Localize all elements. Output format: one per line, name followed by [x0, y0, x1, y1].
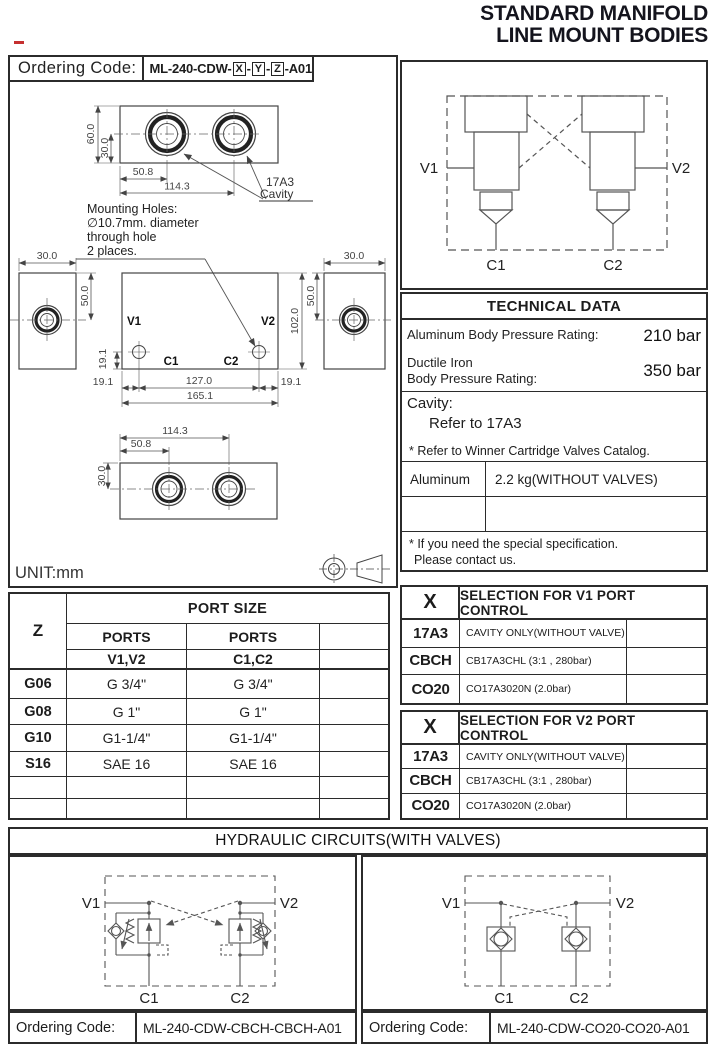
pressure-rating-aluminum-label: Aluminum Body Pressure Rating:: [407, 327, 599, 343]
technical-data-panel: [400, 292, 708, 572]
circuit-co20-diagram: [363, 857, 706, 1009]
front-port-v2: V2: [261, 316, 276, 328]
schematic-port-c1: C1: [486, 257, 506, 274]
port-table-title: PORT SIZE: [67, 594, 388, 624]
port-table-ports-header-1: PORTS: [67, 624, 187, 650]
bottom-view: [110, 463, 277, 519]
port-row-5-v: [67, 799, 187, 818]
port-row-2-v: G1-1/4": [67, 725, 187, 752]
port-row-2-c: G1-1/4": [187, 725, 320, 752]
dim-50-left-block: 50.0: [79, 285, 91, 307]
dim-19_1-vert: 19.1: [97, 348, 109, 370]
port-row-3-empty: [320, 752, 388, 777]
cavity-info: [402, 392, 706, 440]
technical-data-header: TECHNICAL DATA: [402, 294, 706, 320]
front-port-c2: C2: [223, 356, 239, 368]
port-row-1-empty: [320, 699, 388, 725]
selection-v2-x-header: X: [402, 712, 460, 745]
page-title-line1: STANDARD MANIFOLD: [480, 2, 708, 25]
dim-30-right-block: 30.0: [343, 250, 365, 262]
selection-v2-desc-0: CAVITY ONLY(WITHOUT VALVE): [460, 745, 626, 769]
selection-v2-desc-2: CO17A3020N (2.0bar): [466, 799, 572, 812]
port-row-3-v: SAE 16: [67, 752, 187, 777]
port-table-z-header: Z: [10, 594, 67, 670]
selection-v1-desc-1: CB17A3CHL (3:1 , 280bar): [460, 648, 626, 676]
selection-v1-empty-1: [626, 648, 706, 676]
ordering-code-header: [8, 55, 314, 82]
dim-b-30: 30.0: [96, 465, 108, 487]
dim-165_1: 165.1: [186, 390, 214, 402]
special-note-line2: Please contact us.: [414, 553, 517, 568]
dim-60: 60.0: [85, 123, 97, 145]
ordering-code-y: Y: [252, 62, 265, 76]
pressure-rating-aluminum-value: 210 bar: [643, 325, 701, 345]
port-row-2-z: G10: [10, 725, 67, 752]
dim-30-top: 30.0: [99, 137, 111, 159]
port-row-5-z: [10, 799, 67, 818]
port-table-sub-1: V1,V2: [67, 650, 187, 670]
dim-19_1-left: 19.1: [92, 376, 114, 388]
port-table-sub-empty: [320, 650, 388, 670]
pressure-rating-iron-label-line2: Body Pressure Rating:: [407, 371, 538, 386]
selection-v1-desc-2: CO17A3020N (2.0bar): [466, 683, 572, 696]
dim-19_1-right: 19.1: [280, 376, 302, 388]
cavity-callout-line1: 17A3: [266, 175, 295, 189]
dim-b-50_8: 50.8: [130, 438, 152, 450]
selection-v2-code-0: 17A3: [402, 745, 460, 769]
dim-127: 127.0: [185, 375, 213, 387]
selection-v1-code-0: 17A3: [402, 620, 460, 648]
cavity-value: Refer to 17A3: [429, 415, 522, 432]
port-row-4-empty: [320, 777, 388, 799]
ordering-row-co20-code: ML-240-CDW-CO20-CO20-A01: [497, 1019, 690, 1036]
port-row-3-c: SAE 16: [187, 752, 320, 777]
dim-50-right-block: 50.0: [305, 285, 317, 307]
bottom-view-dims: [103, 434, 229, 489]
port-row-0-z: G06: [10, 670, 67, 699]
pressure-rating-iron-label: [407, 355, 643, 388]
front-port-c1: C1: [163, 356, 179, 368]
selection-table-v2: [400, 710, 708, 820]
mounting-note-1: Mounting Holes:: [87, 202, 178, 216]
port-row-0-v: G 3/4": [67, 670, 187, 699]
dimension-drawing: [10, 82, 395, 585]
cbch-port-v2: V2: [279, 895, 299, 912]
ordering-row-co20-label: Ordering Code:: [363, 1013, 491, 1042]
port-row-4-c: [187, 777, 320, 799]
co20-port-c2: C2: [569, 990, 589, 1007]
port-row-1-c: G 1": [187, 699, 320, 725]
cbch-port-c2: C2: [230, 990, 250, 1007]
port-table-header-empty: [320, 624, 388, 650]
cbch-port-c1: C1: [139, 990, 159, 1007]
schematic-port-v1: V1: [419, 160, 439, 177]
front-port-v1: V1: [127, 316, 142, 328]
mounting-note-4: 2 places.: [87, 244, 138, 258]
ordering-code-suffix: -A01: [284, 61, 312, 76]
selection-v2-empty-0: [626, 745, 706, 769]
ordering-code-label: Ordering Code:: [18, 59, 137, 77]
selection-v1-desc-0: CAVITY ONLY(WITHOUT VALVE): [460, 620, 626, 648]
valve-schematic-panel: [400, 60, 708, 290]
page-title: [480, 3, 708, 48]
port-row-0-c: G 3/4": [187, 670, 320, 699]
port-table-ports-header-2: PORTS: [187, 624, 320, 650]
hydraulic-circuit-co20: [361, 855, 708, 1011]
port-size-table: [8, 592, 390, 820]
weight-row: [402, 462, 706, 497]
hydraulic-circuit-cbch: [8, 855, 357, 1011]
port-row-4-z: [10, 777, 67, 799]
port-row-1-z: G08: [10, 699, 67, 725]
co20-port-c1: C1: [494, 990, 514, 1007]
selection-v1-x-header: X: [402, 587, 460, 620]
pressure-rating-iron-row: [402, 351, 706, 392]
top-view: [114, 106, 278, 163]
port-row-5-empty: [320, 799, 388, 818]
unit-note: UNIT:mm: [15, 564, 84, 582]
co20-port-v2: V2: [615, 895, 635, 912]
ordering-code-x: X: [233, 62, 246, 76]
selection-v2-empty-1: [626, 769, 706, 793]
page-title-line2: LINE MOUNT BODIES: [496, 24, 708, 48]
port-row-5-c: [187, 799, 320, 818]
port-row-2-empty: [320, 725, 388, 752]
valve-schematic: [402, 62, 706, 288]
weight-row-empty: [402, 497, 706, 532]
selection-v1-code-1: CBCH: [402, 648, 460, 676]
port-row-3-z: S16: [10, 752, 67, 777]
dim-b-114_3: 114.3: [162, 425, 188, 437]
dim-102: 102.0: [289, 307, 301, 335]
selection-v2-empty-2: [626, 794, 706, 818]
selection-table-v1: [400, 585, 708, 705]
weight-material-empty: [402, 497, 486, 531]
dim-50_8: 50.8: [132, 166, 154, 178]
ordering-row-cbch-label: Ordering Code:: [10, 1013, 137, 1042]
mounting-note-3: through hole: [87, 230, 157, 244]
special-note: [402, 532, 706, 570]
pressure-rating-aluminum-row: [402, 320, 706, 351]
co20-port-v1: V1: [441, 895, 461, 912]
circuit-cbch-diagram: [10, 857, 355, 1009]
selection-v2-code-1: CBCH: [402, 769, 460, 793]
cavity-callout-line2: Cavity: [260, 187, 294, 201]
pressure-rating-iron-label-line1: Ductile Iron: [407, 354, 473, 370]
port-row-1-v: G 1": [67, 699, 187, 725]
mounting-note-2: ∅10.7mm. diameter: [87, 216, 199, 230]
selection-v2-code-2: CO20: [402, 794, 460, 818]
cavity-label: Cavity:: [407, 395, 453, 412]
selection-v2-title: SELECTION FOR V2 PORT CONTROL: [460, 712, 706, 745]
selection-v2-desc-1: CB17A3CHL (3:1 , 280bar): [460, 769, 626, 793]
cbch-port-v1: V1: [81, 895, 101, 912]
front-view: [10, 273, 391, 369]
red-corner-mark: [14, 41, 24, 44]
weight-value-empty: [486, 497, 706, 531]
selection-v1-empty-2: [626, 675, 706, 703]
port-row-4-v: [67, 777, 187, 799]
ordering-code-prefix: ML-240-CDW-: [149, 61, 232, 76]
ordering-code-value: ML-240-CDW- X - Y - Z -A01: [142, 57, 312, 80]
ordering-row-co20: [361, 1011, 708, 1044]
selection-v1-title: SELECTION FOR V1 PORT CONTROL: [460, 587, 706, 620]
schematic-port-c2: C2: [603, 257, 623, 274]
catalog-note: * Refer to Winner Cartridge Valves Catalog.: [402, 440, 706, 462]
ordering-row-cbch: [8, 1011, 357, 1044]
selection-v1-empty-0: [626, 620, 706, 648]
ordering-code-z: Z: [271, 62, 284, 76]
hydraulic-circuits-header: HYDRAULIC CIRCUITS(WITH VALVES): [8, 827, 708, 855]
weight-value: 2.2 kg(WITHOUT VALVES): [495, 471, 658, 487]
selection-v1-code-2: CO20: [402, 675, 460, 703]
dim-114_3: 114.3: [164, 180, 190, 193]
port-table-sub-2: C1,C2: [187, 650, 320, 670]
dimension-drawing-panel: [8, 55, 398, 588]
special-note-line1: * If you need the special specification.: [409, 537, 619, 551]
ordering-row-cbch-code: ML-240-CDW-CBCH-CBCH-A01: [143, 1019, 342, 1036]
schematic-port-v2: V2: [671, 160, 691, 177]
pressure-rating-iron-value: 350 bar: [643, 361, 701, 380]
third-angle-projection-icon: [319, 554, 390, 584]
dim-30-left-block: 30.0: [36, 250, 58, 262]
weight-material: Aluminum: [402, 462, 486, 496]
port-row-0-empty: [320, 670, 388, 699]
